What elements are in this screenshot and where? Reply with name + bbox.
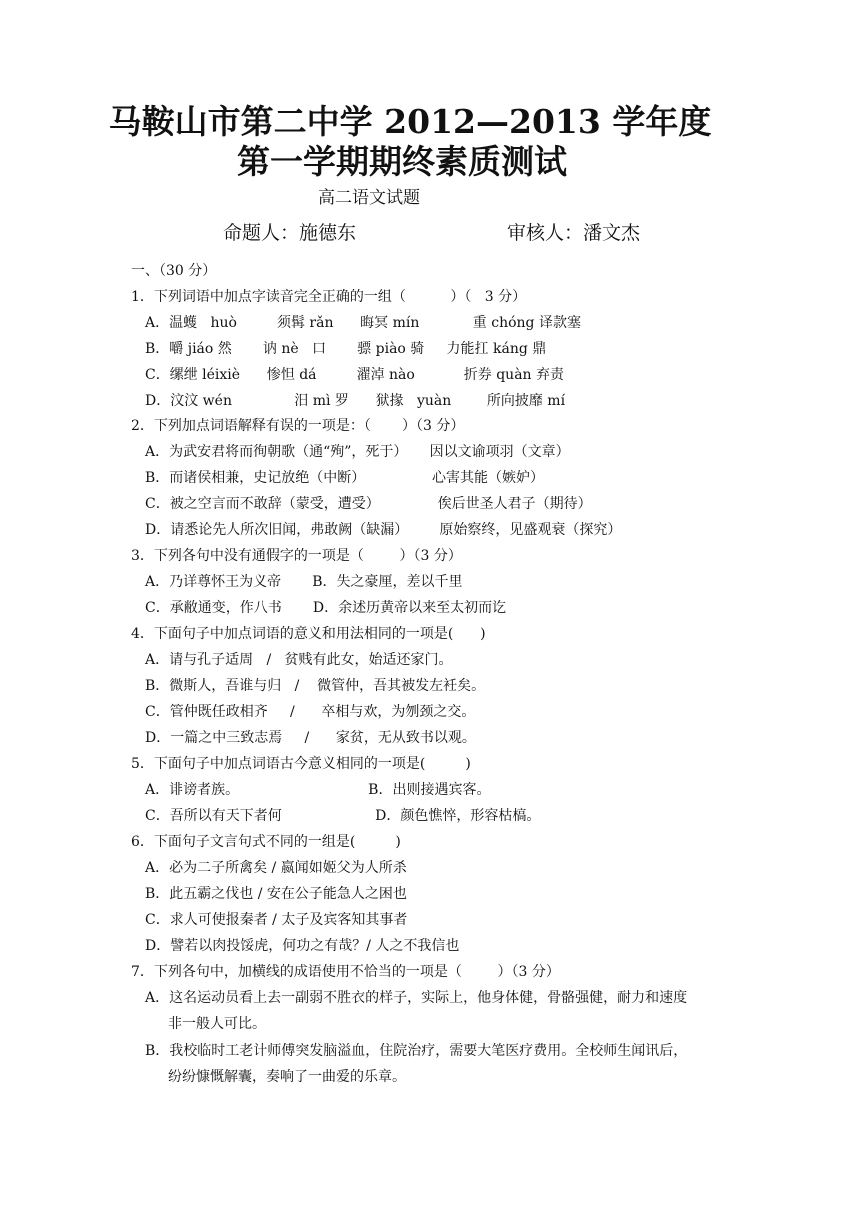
question-stem: 2．下列加点词语解释有误的一项是：（ ）（3 分）	[131, 418, 465, 434]
question-option: A．请与孔子适周 / 贫贱有此女，始适还家门。	[145, 652, 453, 668]
question-option: A．诽谤者族。 B．出则接遇宾客。	[145, 782, 491, 798]
exam-subtitle: 高二语文试题	[318, 188, 420, 208]
question-stem: 6．下面句子文言句式不同的一组是( )	[131, 834, 401, 850]
question-option: A．必为二子所禽矣 / 嬴闻如姬父为人所杀	[145, 860, 407, 876]
question-option: C．缧绁 léixiè 惨怛 dá 濯淖 nào 折券 quàn 弃责	[145, 367, 565, 383]
question-option: A．温蠖 huò 须髯 rǎn 晦冥 mín 重 chóng 译款塞	[145, 315, 581, 331]
author-line: 命题人：施德东	[223, 222, 357, 244]
question-option-continuation: 非一般人可比。	[168, 1016, 266, 1032]
question-option: D．汶汶 wén 汨 mì 罗 狱掾 yuàn 所向披靡 mí	[145, 393, 566, 409]
question-stem: 7．下列各句中，加横线的成语使用不恰当的一项是（ ）（3 分）	[131, 964, 560, 980]
section-heading: 一、（30 分）	[131, 263, 217, 279]
question-stem: 4．下面句子中加点词语的意义和用法相同的一项是( )	[131, 626, 486, 642]
question-option: D．请悉论先人所次旧闻，弗敢阙（缺漏） 原始察终，见盛观衰（探究）	[145, 522, 622, 538]
exam-title-line1: 马鞍山市第二中学 2012—2013 学年度	[108, 102, 712, 141]
question-option: A．这名运动员看上去一副弱不胜衣的样子，实际上，他身体健，骨骼强健，耐力和速度	[145, 990, 688, 1006]
question-option: B．嚼 jiáo 然 讷 nè 口 骠 piào 骑 力能扛 káng 鼎	[145, 341, 547, 357]
question-stem: 3．下列各句中没有通假字的一项是（ ）（3 分）	[131, 548, 462, 564]
question-option: D．一篇之中三致志焉 / 家贫，无从致书以观。	[145, 730, 476, 746]
reviewer-line: 审核人：潘文杰	[507, 222, 641, 244]
question-option: B．微斯人，吾谁与归 / 微管仲，吾其被发左衽矣。	[145, 678, 486, 694]
question-option: C．管仲既任政相齐 / 卒相与欢，为刎颈之交。	[145, 704, 476, 720]
question-option-continuation: 纷纷慷慨解囊，奏响了一曲爱的乐章。	[168, 1069, 406, 1085]
question-stem: 5．下面句子中加点词语古今意义相同的一项是( )	[131, 756, 471, 772]
question-option: D．譬若以肉投馁虎，何功之有哉？/ 人之不我信也	[145, 938, 460, 954]
question-option: B．此五霸之伐也 / 安在公子能急人之困也	[145, 886, 407, 902]
question-option: A．为武安君将而徇朝歌（通“殉”，死于） 因以文谕项羽（文章）	[145, 444, 570, 460]
exam-title-line2: 第一学期期终素质测试	[237, 142, 567, 181]
question-option: B．而诸侯相兼，史记放绝（中断） 心害其能（嫉妒）	[145, 470, 545, 486]
question-option: A．乃详尊怀王为义帝 B．失之豪厘，差以千里	[145, 574, 463, 590]
question-option: B．我校临时工老计师傅突发脑溢血，住院治疗，需要大笔医疗费用。全校师生闻讯后，	[145, 1043, 688, 1059]
question-option: C．求人可使报秦者 / 太子及宾客知其事者	[145, 912, 408, 928]
question-option: C．吾所以有天下者何 D．颜色憔悴，形容枯槁。	[145, 808, 541, 824]
question-option: C．被之空言而不敢辞（蒙受，遭受） 俟后世圣人君子（期待）	[145, 496, 592, 512]
question-stem: 1．下列词语中加点字读音完全正确的一组（ ）（ 3 分）	[131, 289, 527, 305]
question-option: C．承敝通变，作八书 D．余述历黄帝以来至太初而讫	[145, 600, 507, 616]
